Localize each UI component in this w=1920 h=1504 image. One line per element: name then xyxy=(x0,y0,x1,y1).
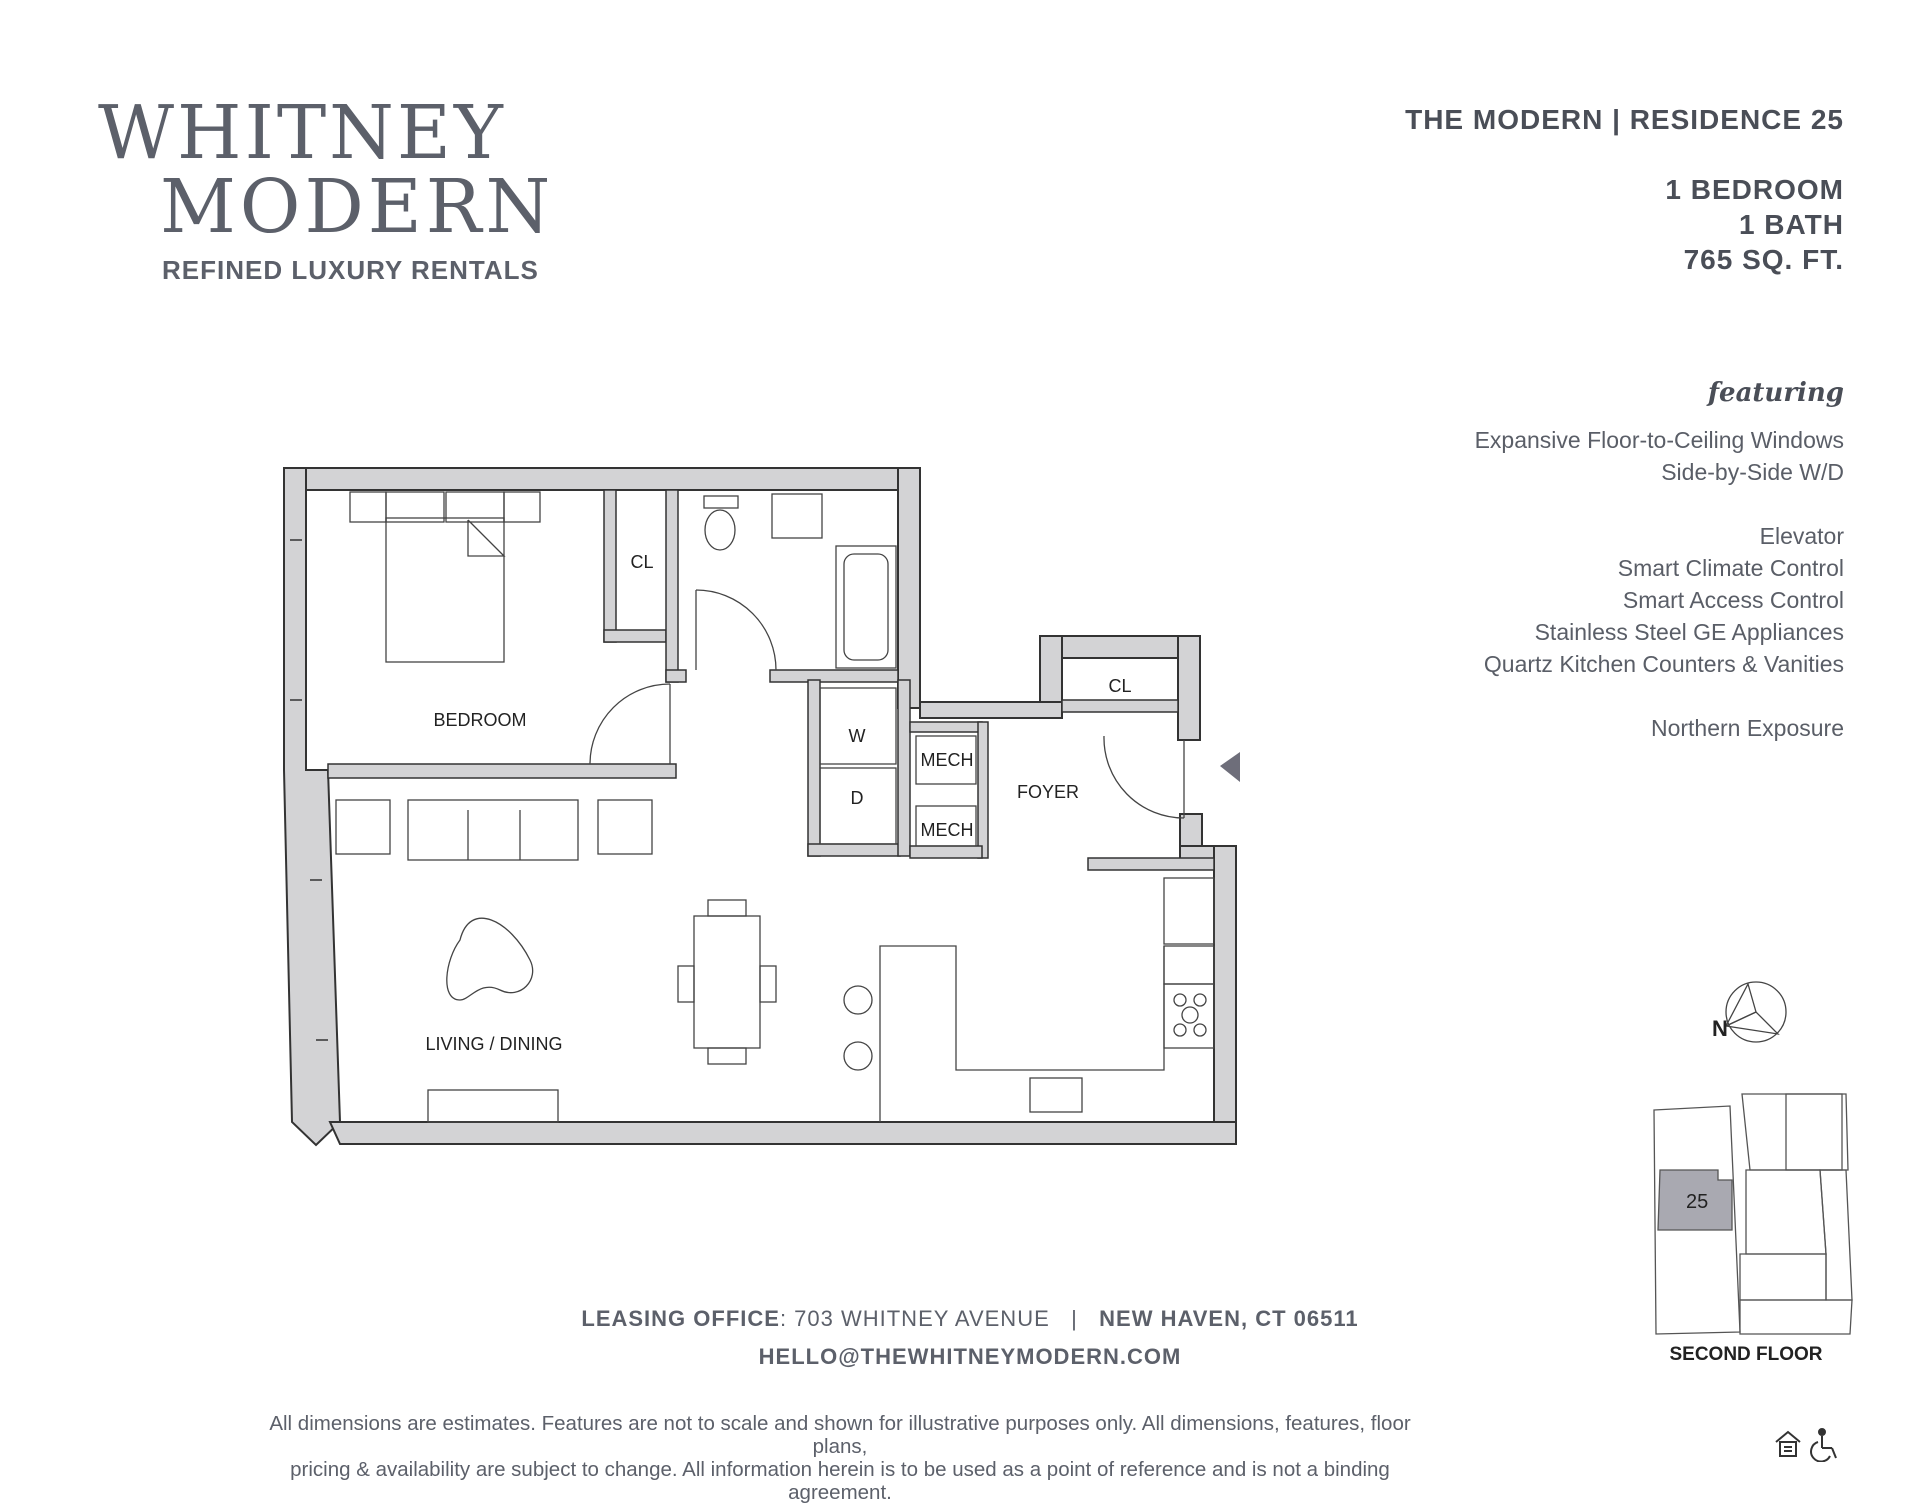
logo-whitney: WHITNEY xyxy=(98,90,506,176)
room-label-bedroom-closet: CL xyxy=(630,552,654,572)
entry-arrow-icon xyxy=(1220,752,1240,782)
room-label-mech-2: MECH xyxy=(920,820,974,840)
disclaimer-line: All dimensions are estimates. Features are not to scale and shown for illustrative purposes only. All dimensions, features, floor plans, xyxy=(269,1412,1411,1458)
feature-item: Side-by-Side W/D xyxy=(1661,459,1844,485)
room-label-bedroom: BEDROOM xyxy=(433,710,527,730)
compass-label: N xyxy=(1712,1016,1728,1041)
room-label-mech-1: MECH xyxy=(920,750,974,770)
address-separator: | xyxy=(1071,1306,1078,1331)
room-label-living-dining: LIVING / DINING xyxy=(425,1034,563,1054)
feature-item: Stainless Steel GE Appliances xyxy=(1534,619,1844,645)
feature-item: Quartz Kitchen Counters & Vanities xyxy=(1483,651,1844,677)
square-footage: 765 SQ. FT. xyxy=(1683,244,1844,275)
contact-email[interactable]: HELLO@THEWHITNEYMODERN.COM xyxy=(758,1344,1182,1369)
feature-item: Northern Exposure xyxy=(1650,715,1844,741)
feature-item: Smart Climate Control xyxy=(1617,555,1844,581)
room-label-dryer: D xyxy=(850,788,864,808)
bath-count: 1 BATH xyxy=(1738,209,1844,240)
leasing-office-address: : 703 WHITNEY AVENUE xyxy=(779,1306,1050,1331)
room-label-foyer: FOYER xyxy=(1016,782,1080,802)
disclaimer-line: pricing & availability are subject to change. All information herein is to be used as a point of reference and is not a binding agreement. xyxy=(290,1458,1390,1504)
bedroom-count: 1 BEDROOM xyxy=(1665,174,1844,205)
keyplan-floor-label: SECOND FLOOR xyxy=(1669,1344,1823,1365)
accessibility-icon xyxy=(1811,1429,1836,1462)
leasing-office-city: NEW HAVEN, CT 06511 xyxy=(1099,1306,1359,1331)
keyplan xyxy=(1654,1094,1852,1334)
leasing-office-label: LEASING OFFICE xyxy=(581,1306,780,1331)
room-label-foyer-closet: CL xyxy=(1108,676,1132,696)
disclaimer xyxy=(260,1412,1420,1504)
keyplan-unit-label: 25 xyxy=(1686,1191,1709,1213)
leasing-office-line xyxy=(0,1306,1920,1332)
features-heading: featuring xyxy=(1707,378,1844,408)
compass-icon xyxy=(1712,982,1786,1042)
residence-title: THE MODERN | RESIDENCE 25 xyxy=(1405,104,1844,135)
feature-item: Elevator xyxy=(1759,523,1844,549)
logo-tagline: REFINED LUXURY RENTALS xyxy=(162,255,539,285)
equal-housing-icon xyxy=(1776,1432,1800,1456)
feature-item: Expansive Floor-to-Ceiling Windows xyxy=(1474,427,1844,453)
footer-icons xyxy=(1774,1428,1844,1462)
feature-item: Smart Access Control xyxy=(1622,587,1844,613)
logo-modern: MODERN xyxy=(160,164,555,250)
room-label-washer: W xyxy=(848,726,866,746)
